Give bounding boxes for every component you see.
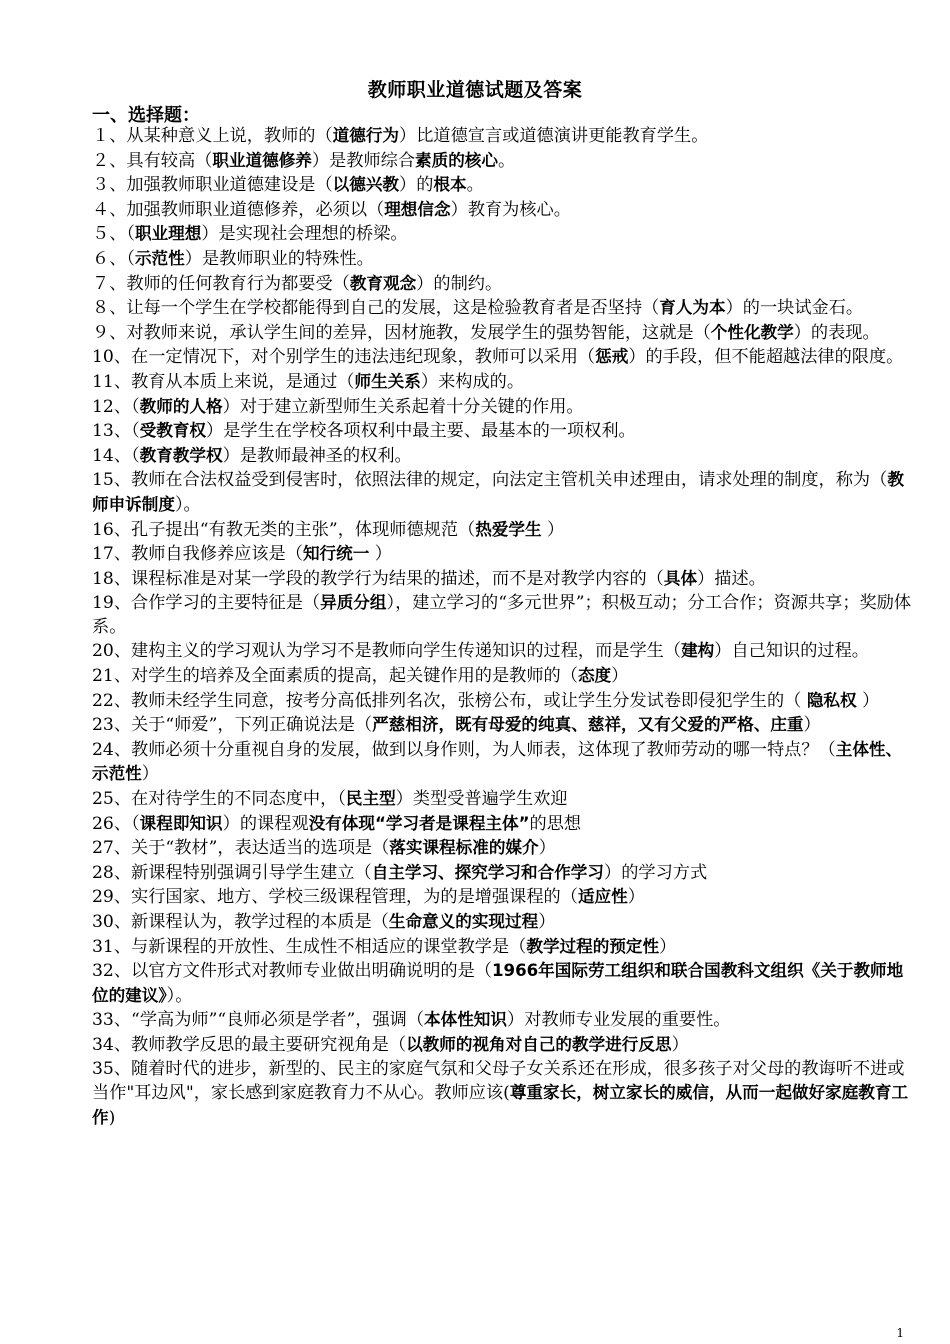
question-item bbox=[92, 272, 914, 297]
answer-text: 异质分组 bbox=[320, 593, 387, 613]
question-item bbox=[92, 639, 914, 664]
question-text: ）。 bbox=[174, 494, 201, 515]
section-heading: 一、选择题： bbox=[92, 105, 200, 126]
answer-text: 本体性知识 bbox=[424, 1010, 507, 1030]
question-text: ），建立学习的“多元世界”；积极互动；分工合作；资源共享；奖励体系。 bbox=[92, 593, 912, 637]
question-item bbox=[92, 1033, 914, 1058]
answer-text: 职业道德修养 bbox=[212, 150, 312, 170]
question-text: 11、教育从本质上来说，是通过（ bbox=[92, 371, 355, 392]
question-text: 21、对学生的培养及全面素质的提高，起关键作用的是教师的（ bbox=[92, 666, 578, 687]
question-text: 22、教师未经学生同意，按考分高低排列名次，张榜公布，或让学生分发试卷即侵犯学生的（ bbox=[92, 690, 807, 711]
question-text: 30、新课程认为，教学过程的本质是（ bbox=[92, 912, 389, 932]
question-item bbox=[92, 885, 914, 910]
answer-text: 落实课程标准的媒介 bbox=[389, 838, 539, 858]
question-text: 26、（ bbox=[92, 813, 140, 834]
question-text: 19、合作学习的主要特征是（ bbox=[92, 593, 321, 614]
question-text: ）是学生在学校各项权利中最主要、最基本的一项权利。 bbox=[206, 421, 636, 442]
question-text: 23、关于“师爱”，下列正确说法是（ bbox=[92, 715, 373, 736]
question-text: ） bbox=[627, 887, 645, 908]
question-text: ）描述。 bbox=[697, 568, 766, 589]
question-text: ） bbox=[541, 519, 565, 540]
question-text: ） bbox=[538, 838, 556, 859]
question-text: 28、新课程特别强调引导学生建立（ bbox=[92, 862, 372, 883]
question-text: 27、关于“教材”，表达适当的选项是（ bbox=[92, 838, 390, 859]
question-text: 31、与新课程的开放性、生成性不相适应的课堂教学是（ bbox=[92, 936, 527, 957]
question-item bbox=[92, 812, 914, 837]
question-text: 34、教师教学反思的最主要研究视角是（ bbox=[92, 1034, 407, 1055]
question-text: ３、加强教师职业道德建设是（ bbox=[92, 175, 333, 196]
answer-text: 师生关系 bbox=[354, 371, 421, 391]
question-text: ）的 bbox=[399, 175, 434, 196]
answer-text: 自主学习、探究学习和合作学习 bbox=[371, 862, 604, 882]
question-item bbox=[92, 198, 914, 223]
question-item bbox=[92, 370, 914, 395]
answer-text: 热爱学生 bbox=[475, 519, 542, 539]
question-text: ）的手段，但不能超越法律的限度。 bbox=[628, 347, 904, 368]
question-item bbox=[92, 836, 914, 861]
answer-text: 教学过程的预定性 bbox=[526, 936, 660, 956]
question-text: 35、随着时代的进步，新型的、民主的家庭气氛和父母子女关系还在形成，很多孩子对父母的教诲听不进或当作"耳边风"，家长感到家庭教育力不从心。教师应该( bbox=[92, 1058, 905, 1104]
question-text: ）的制约。 bbox=[416, 273, 503, 294]
question-text: 15、教师在合法权益受到侵害时，依照法律的规定，向法定主管机关申述理由，请求处理的制度，称为（ bbox=[92, 470, 888, 491]
question-text: ） bbox=[659, 936, 677, 957]
question-text: ）比道德宣言或道德演讲更能教育学生。 bbox=[399, 126, 709, 146]
question-item bbox=[92, 296, 914, 321]
question-text: 33、“学高为师”“良师必须是学者”，强调（ bbox=[92, 1010, 425, 1031]
question-text: ）的课程观 bbox=[222, 813, 309, 834]
question-item bbox=[92, 173, 914, 198]
answer-text: 1966年国际劳工组织和联合国教科文组织《关于教师地位的建议》 bbox=[92, 961, 904, 1005]
question-text: ) bbox=[108, 1107, 116, 1128]
question-item bbox=[92, 861, 914, 886]
question-text: ）对于建立新型师生关系起着十分关键的作用。 bbox=[222, 396, 584, 417]
question-text: ）类型受普遍学生欢迎 bbox=[395, 789, 568, 810]
question-text: 17、教师自我修养应该是（ bbox=[92, 544, 303, 565]
question-item bbox=[92, 518, 914, 543]
answer-text: 惩戒 bbox=[595, 347, 629, 367]
question-text: ） bbox=[538, 912, 556, 932]
answer-text: 具体 bbox=[663, 568, 698, 588]
question-item bbox=[92, 959, 914, 1008]
answer-text: 态度 bbox=[577, 666, 612, 686]
question-item bbox=[92, 124, 914, 149]
question-item bbox=[92, 542, 914, 567]
answer-text: 个性化教学 bbox=[710, 322, 794, 342]
question-text: ） bbox=[369, 544, 392, 565]
question-text: ）对教师专业发展的重要性。 bbox=[507, 1010, 731, 1031]
question-text: ）教育为核心。 bbox=[450, 199, 571, 220]
answer-text: 职业理想 bbox=[134, 224, 202, 244]
answer-text: 课程即知识 bbox=[139, 813, 223, 833]
question-text: ７、教师的任何教育行为都要受（ bbox=[92, 273, 350, 294]
question-text: 。 bbox=[466, 175, 484, 196]
question-item bbox=[92, 787, 914, 812]
question-text: 24、教师必须十分重视自身的发展，做到以身作则，为人师表，这体现了教师劳动的哪一特点？（ bbox=[92, 739, 836, 760]
question-text: 32、以官方文件形式对教师专业做出明确说明的是（ bbox=[92, 961, 492, 982]
answer-text: 教师申诉制度 bbox=[92, 470, 904, 514]
question-text: 25、在对待学生的不同态度中，（ bbox=[92, 789, 346, 810]
answer-text: 主体性、示范性 bbox=[92, 739, 903, 784]
question-item bbox=[92, 567, 914, 592]
answer-text: 知行统一 bbox=[302, 544, 370, 564]
answer-text: 没有体现“学习者是课程主体” bbox=[308, 813, 530, 833]
question-item bbox=[92, 247, 914, 272]
answer-text: 以教师的视角对自己的教学进行反思 bbox=[406, 1034, 672, 1054]
question-item bbox=[92, 664, 914, 689]
page-number: 1 bbox=[896, 1326, 904, 1340]
question-item bbox=[92, 468, 914, 517]
question-text: ６、（ bbox=[92, 248, 135, 269]
question-item bbox=[92, 591, 914, 639]
question-text: ）自己知识的过程。 bbox=[714, 641, 869, 662]
answer-text: 受教育权 bbox=[139, 421, 207, 441]
question-text: 14、（ bbox=[92, 445, 140, 466]
question-text: ９、对教师来说，承认学生间的差异，因材施教，发展学生的强势智能，这就是（ bbox=[92, 322, 711, 343]
question-text: ）是教师综合 bbox=[311, 150, 416, 171]
answer-text: 生命意义的实现过程 bbox=[388, 912, 539, 931]
question-text: ）的一块试金石。 bbox=[725, 298, 864, 319]
question-item bbox=[92, 1008, 914, 1033]
question-text: ）是教师最神圣的权利。 bbox=[222, 445, 412, 466]
answer-text: 根本 bbox=[433, 175, 467, 195]
answer-text: 教育教学权 bbox=[139, 445, 223, 465]
question-list bbox=[92, 124, 914, 1130]
question-text: ２、具有较高（ bbox=[92, 150, 213, 171]
question-item bbox=[92, 689, 914, 714]
question-text: 的思想 bbox=[529, 813, 582, 834]
question-text: ）的学习方式 bbox=[604, 862, 708, 883]
answer-text: 隐私权 bbox=[806, 690, 857, 710]
answer-text: 以德兴教 bbox=[332, 175, 400, 195]
question-text: ）的表现。 bbox=[793, 322, 880, 343]
question-text: ５、（ bbox=[92, 224, 135, 245]
question-item bbox=[92, 713, 914, 738]
question-item bbox=[92, 444, 914, 469]
question-text: ）。 bbox=[166, 985, 193, 1006]
document-title: 教师职业道德试题及答案 bbox=[367, 79, 583, 101]
question-item bbox=[92, 345, 914, 370]
answer-text: 教师的人格 bbox=[139, 396, 223, 416]
answer-text: 建构 bbox=[681, 641, 715, 661]
answer-text: 民主型 bbox=[345, 789, 396, 809]
question-item bbox=[92, 935, 914, 960]
question-text: ４、加强教师职业道德修养，必须以（ bbox=[92, 199, 385, 220]
question-text: 。 bbox=[498, 150, 516, 171]
question-text: １、从某种意义上说，教师的（ bbox=[92, 126, 333, 146]
answer-text: 理想信念 bbox=[384, 199, 451, 219]
question-text: ８、让每一个学生在学校都能得到自己的发展，这是检验教育者是否坚持（ bbox=[92, 298, 660, 319]
question-item bbox=[92, 149, 914, 174]
question-text: 20、建构主义的学习观认为学习不是教师向学生传递知识的过程，而是学生（ bbox=[92, 641, 682, 662]
question-item bbox=[92, 222, 914, 247]
question-item bbox=[92, 738, 914, 787]
question-item bbox=[92, 1058, 914, 1131]
question-text: ） bbox=[803, 715, 821, 736]
question-text: ）来构成的。 bbox=[420, 371, 525, 392]
question-text: 29、实行国家、地方、学校三级课程管理，为的是增强课程的（ bbox=[92, 887, 578, 908]
question-text: 13、（ bbox=[92, 421, 140, 442]
question-text: 10、在一定情况下，对个别学生的违法违纪现象，教师可以采用（ bbox=[92, 347, 596, 368]
answer-text: 素质的核心 bbox=[415, 150, 498, 170]
answer-text: 尊重家长，树立家长的威信，从而一起做好家庭教育工作 bbox=[92, 1083, 909, 1127]
question-text: 12、（ bbox=[92, 396, 140, 417]
question-item bbox=[92, 910, 914, 935]
answer-text: 示范性 bbox=[134, 248, 185, 268]
question-text: 18、课程标准是对某一学段的教学行为结果的描述，而不是对教学内容的（ bbox=[92, 568, 664, 589]
question-item bbox=[92, 395, 914, 420]
question-item bbox=[92, 419, 914, 444]
answer-text: 严慈相济，既有母爱的纯真、慈祥，又有父爱的严格、庄重 bbox=[372, 715, 804, 735]
question-text: ） bbox=[856, 690, 880, 711]
answer-text: 适应性 bbox=[577, 887, 628, 907]
answer-text: 道德行为 bbox=[332, 126, 400, 145]
answer-text: 育人为本 bbox=[659, 298, 726, 318]
question-text: ） bbox=[611, 666, 629, 687]
question-text: ）是教师职业的特殊性。 bbox=[184, 248, 374, 269]
question-item bbox=[92, 321, 914, 346]
question-text: 16、孔子提出“有教无类的主张”，体现师德规范（ bbox=[92, 519, 476, 540]
question-text: ） bbox=[671, 1034, 689, 1055]
question-text: ）是实现社会理想的桥梁。 bbox=[201, 224, 408, 245]
answer-text: 教育观念 bbox=[349, 273, 417, 293]
question-text: ） bbox=[141, 764, 159, 785]
